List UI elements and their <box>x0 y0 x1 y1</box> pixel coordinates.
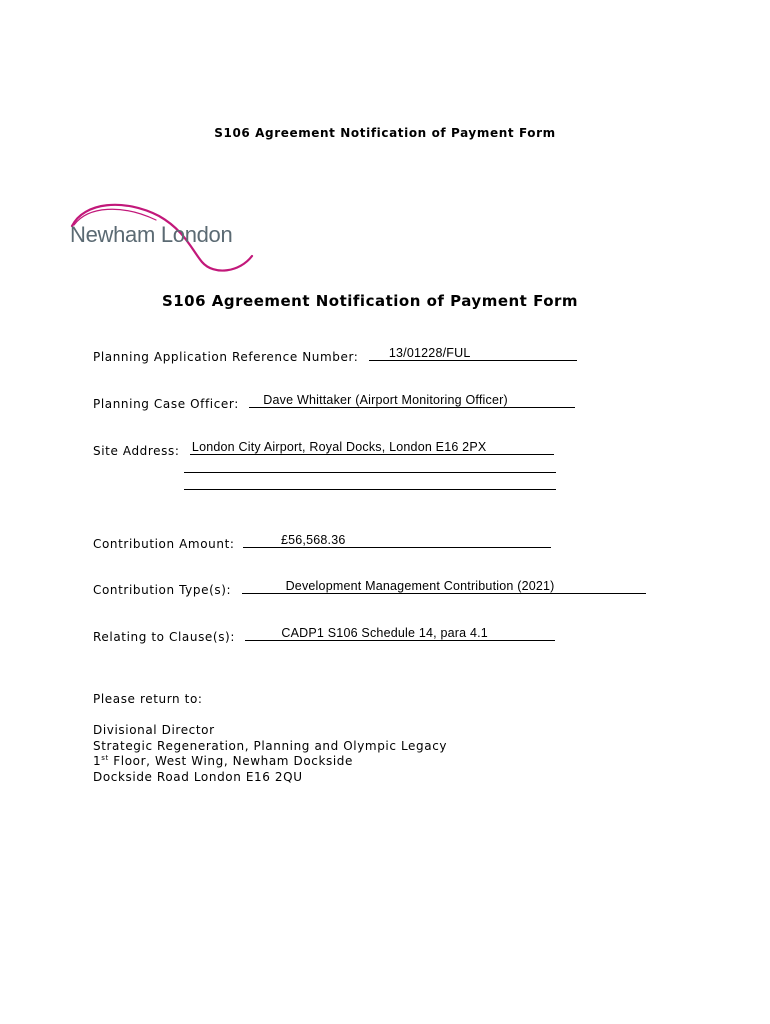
planning-ref-row <box>93 346 577 364</box>
return-line-3-rest: Floor, West Wing, Newham Dockside <box>108 754 353 768</box>
case-officer-field[interactable] <box>249 393 575 408</box>
planning-ref-field[interactable] <box>369 346 577 361</box>
return-line-3-number: 1 <box>93 754 102 768</box>
clauses-value: CADP1 S106 Schedule 14, para 4.1 <box>281 626 488 640</box>
clauses-label: Relating to Clause(s): <box>93 630 235 644</box>
contribution-amount-row <box>93 533 551 551</box>
return-line-1: Divisional Director <box>93 723 215 737</box>
return-address <box>93 723 447 785</box>
case-officer-value: Dave Whittaker (Airport Monitoring Officer) <box>263 393 508 407</box>
case-officer-row <box>93 393 575 411</box>
planning-ref-label: Planning Application Reference Number: <box>93 350 359 364</box>
case-officer-label: Planning Case Officer: <box>93 397 239 411</box>
logo-text: Newham London <box>70 222 233 247</box>
contribution-type-field[interactable] <box>242 579 646 594</box>
contribution-type-label: Contribution Type(s): <box>93 583 232 597</box>
contribution-amount-label: Contribution Amount: <box>93 537 235 551</box>
page-header-title: S106 Agreement Notification of Payment Form <box>214 126 556 140</box>
site-address-row <box>93 440 554 458</box>
site-address-label: Site Address: <box>93 444 180 458</box>
return-line-3 <box>93 754 447 770</box>
site-address-line-3[interactable] <box>184 489 556 490</box>
form-title: S106 Agreement Notification of Payment Form <box>161 292 579 310</box>
contribution-type-row <box>93 579 646 597</box>
return-line-2: Strategic Regeneration, Planning and Olympic Legacy <box>93 738 448 753</box>
return-heading: Please return to: <box>93 692 203 706</box>
contribution-amount-field[interactable] <box>243 533 551 548</box>
site-address-line-2[interactable] <box>184 472 556 473</box>
return-line-4: Dockside Road London E16 2QU <box>93 769 303 784</box>
contribution-amount-value: £56,568.36 <box>280 533 346 547</box>
return-line-3-suffix: st <box>101 754 109 762</box>
clauses-field[interactable] <box>245 626 555 641</box>
planning-ref-value: 13/01228/FUL <box>388 346 471 360</box>
site-address-field[interactable] <box>190 440 554 455</box>
site-address-value: London City Airport, Royal Docks, London E16 2PX <box>191 440 487 454</box>
newham-london-logo <box>64 198 264 278</box>
clauses-row <box>93 626 555 644</box>
contribution-type-value: Development Management Contribution (2021) <box>285 579 555 593</box>
